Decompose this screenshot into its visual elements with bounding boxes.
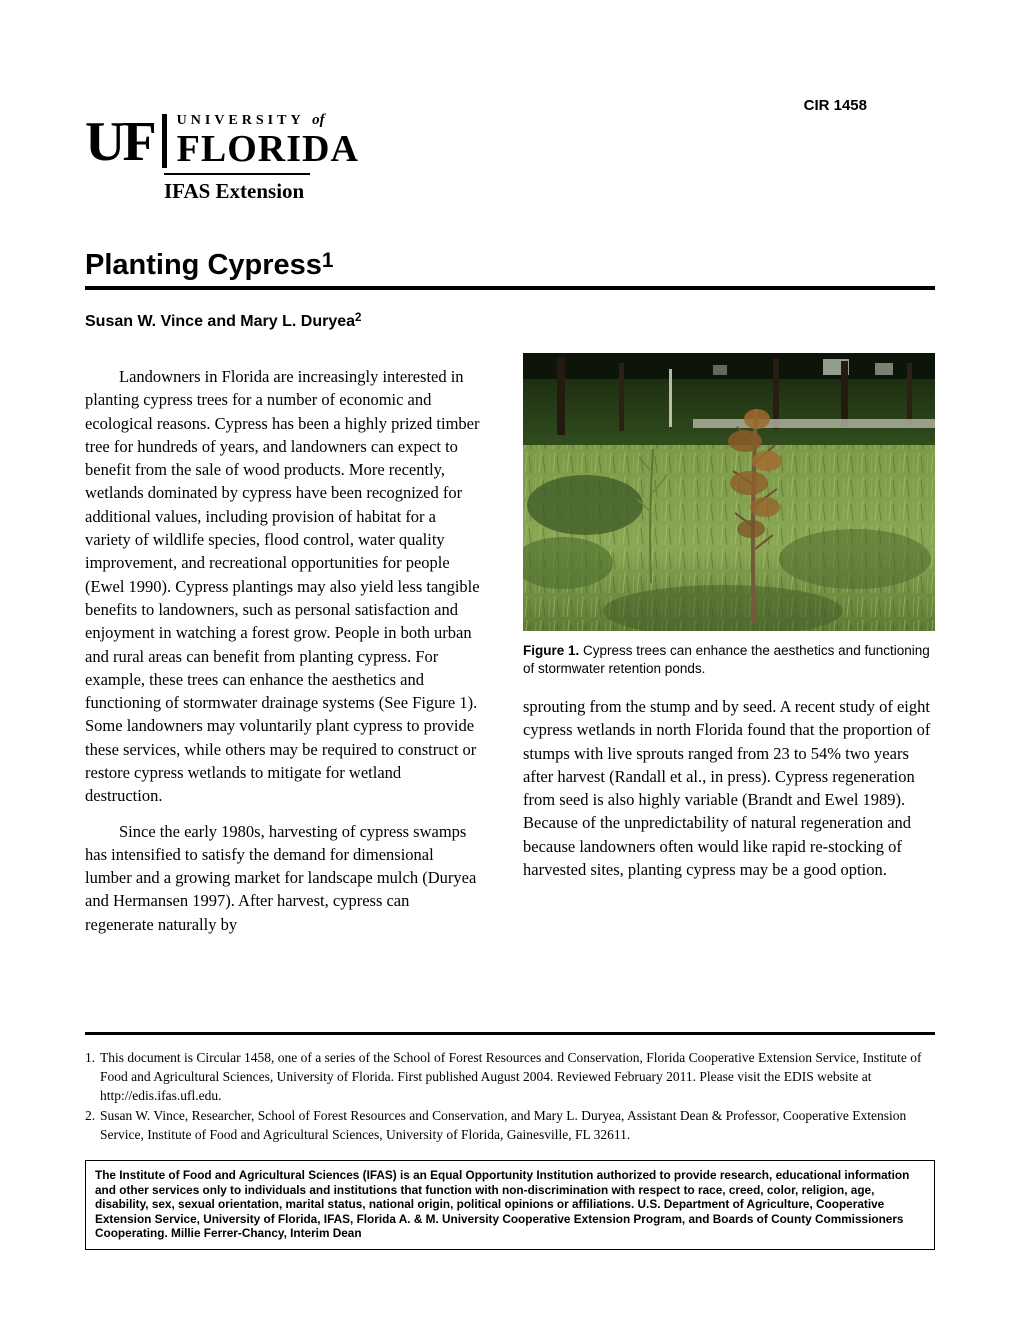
- footnote-divider: [85, 1032, 935, 1035]
- footnote-number: 1.: [85, 1050, 96, 1065]
- footnote-section: [85, 1032, 935, 1250]
- logo-university-of: UNIVERSITY of: [176, 112, 325, 128]
- figure-photo: [523, 353, 935, 631]
- paragraph-harvesting: Since the early 1980s, harvesting of cypress swamps has intensified to satisfy the demand for dimensional lumber and a growing market for landscape mulch (Duryea and Hermansen 1997). After harvest, cypress can regenerate naturally by: [85, 821, 477, 934]
- footnotes: [85, 1048, 935, 1144]
- figure-caption-text: Cypress trees can enhance the aesthetics and functioning of stormwater retention ponds.: [523, 642, 930, 676]
- byline: Susan W. Vince and Mary L. Duryea$^2$: [85, 311, 362, 330]
- circular-number: CIR 1458: [803, 97, 867, 114]
- ifas-statement-text: The Institute of Food and Agricultural Sciences (IFAS) is an Equal Opportunity Institution authorized to provide research, educational information and other services only to individuals and institutions that function with non-discrimination with respect to race, creed, color, religion, age, disability, sex, sexual orientation, marital status, national origin, political opinions or affiliations. U.S. Department of Agriculture, Cooperative Extension Service, University of Florida, IFAS, Florida A. & M. University Cooperative Extension Program, and Boards of County Commissioners Cooperating. Millie Ferrer-Chancy, Interim Dean: [95, 1168, 910, 1241]
- figure-label: Figure 1.: [523, 642, 580, 658]
- figure-1: [523, 353, 935, 678]
- body-columns: [85, 353, 935, 936]
- uf-ifas-logo: [85, 112, 935, 204]
- uf-monogram: UF: [85, 111, 154, 174]
- right-column: [523, 353, 935, 936]
- paragraph-regeneration: sprouting from the stump and by seed. A recent study of eight cypress wetlands in north Florida found that the proportion of stumps with live sprouts ranged from 23 to 54% two years after harvest (Randall et al., in press). Cypress regeneration from seed is also highly variable (Brandt and Ewel 1989). Because of the unpredictability of natural regeneration and because landowners often would like rapid re-stocking of harvested sites, planting cypress may be a good option.: [523, 696, 931, 880]
- logo-florida: FLORIDA: [176, 127, 359, 170]
- footnote-text: Susan W. Vince, Researcher, School of Forest Resources and Conservation, and Mary L. Duryea, Assistant Dean & Professor, Cooperative Extension Service, Institute of Food and Agricultural Sciences, University of Florida, Gainesville, FL 32611.: [100, 1108, 907, 1142]
- paragraph-intro: Landowners in Florida are increasingly interested in planting cypress trees for a number of economic and ecological reasons. Cypress has been a highly prized timber tree for hundreds of years, and landowners can expect to benefit from the sale of wood products. More recently, wetlands dominated by cypress have been recognized for additional values, including provision of habitat for a variety of wildlife species, flood control, water quality improvement, and recreational opportunities for people (Ewel 1990). Cypress plantings may also yield less tangible benefits to landowners, such as personal satisfaction and enjoyment in watching a forest grow. People in both urban and rural areas can benefit from planting cypress. For example, these trees can enhance the aesthetics and functioning of stormwater drainage systems (See Figure 1). Some landowners may voluntarily plant cypress to provide these services, while others may be required to construct or restore cypress wetlands to mitigate for wetland destruction.: [85, 366, 480, 806]
- footnote-text: This document is Circular 1458, one of a series of the School of Forest Resources and Conservation, Florida Cooperative Extension Service, Institute of Food and Agricultural Sciences, University of Florida. First published August 2004. Reviewed February 2011. Please visit the EDIS website at http://edis.ifas.ufl.edu.: [100, 1050, 922, 1103]
- logo-ifas-extension: IFAS Extension: [164, 173, 310, 204]
- figure-caption: [523, 642, 935, 678]
- title-footnote-ref: 1: [321, 248, 334, 272]
- logo-divider: [162, 114, 167, 168]
- footnote-number: 2.: [85, 1108, 96, 1123]
- footnote-1: [85, 1048, 935, 1105]
- title-rule: [85, 286, 935, 290]
- ifas-statement-box: [85, 1160, 935, 1250]
- left-column: [85, 353, 481, 936]
- footnote-2: [85, 1106, 935, 1144]
- page-title: Planting Cypress$^1$: [85, 248, 334, 281]
- byline-footnote-ref: 2: [355, 311, 362, 324]
